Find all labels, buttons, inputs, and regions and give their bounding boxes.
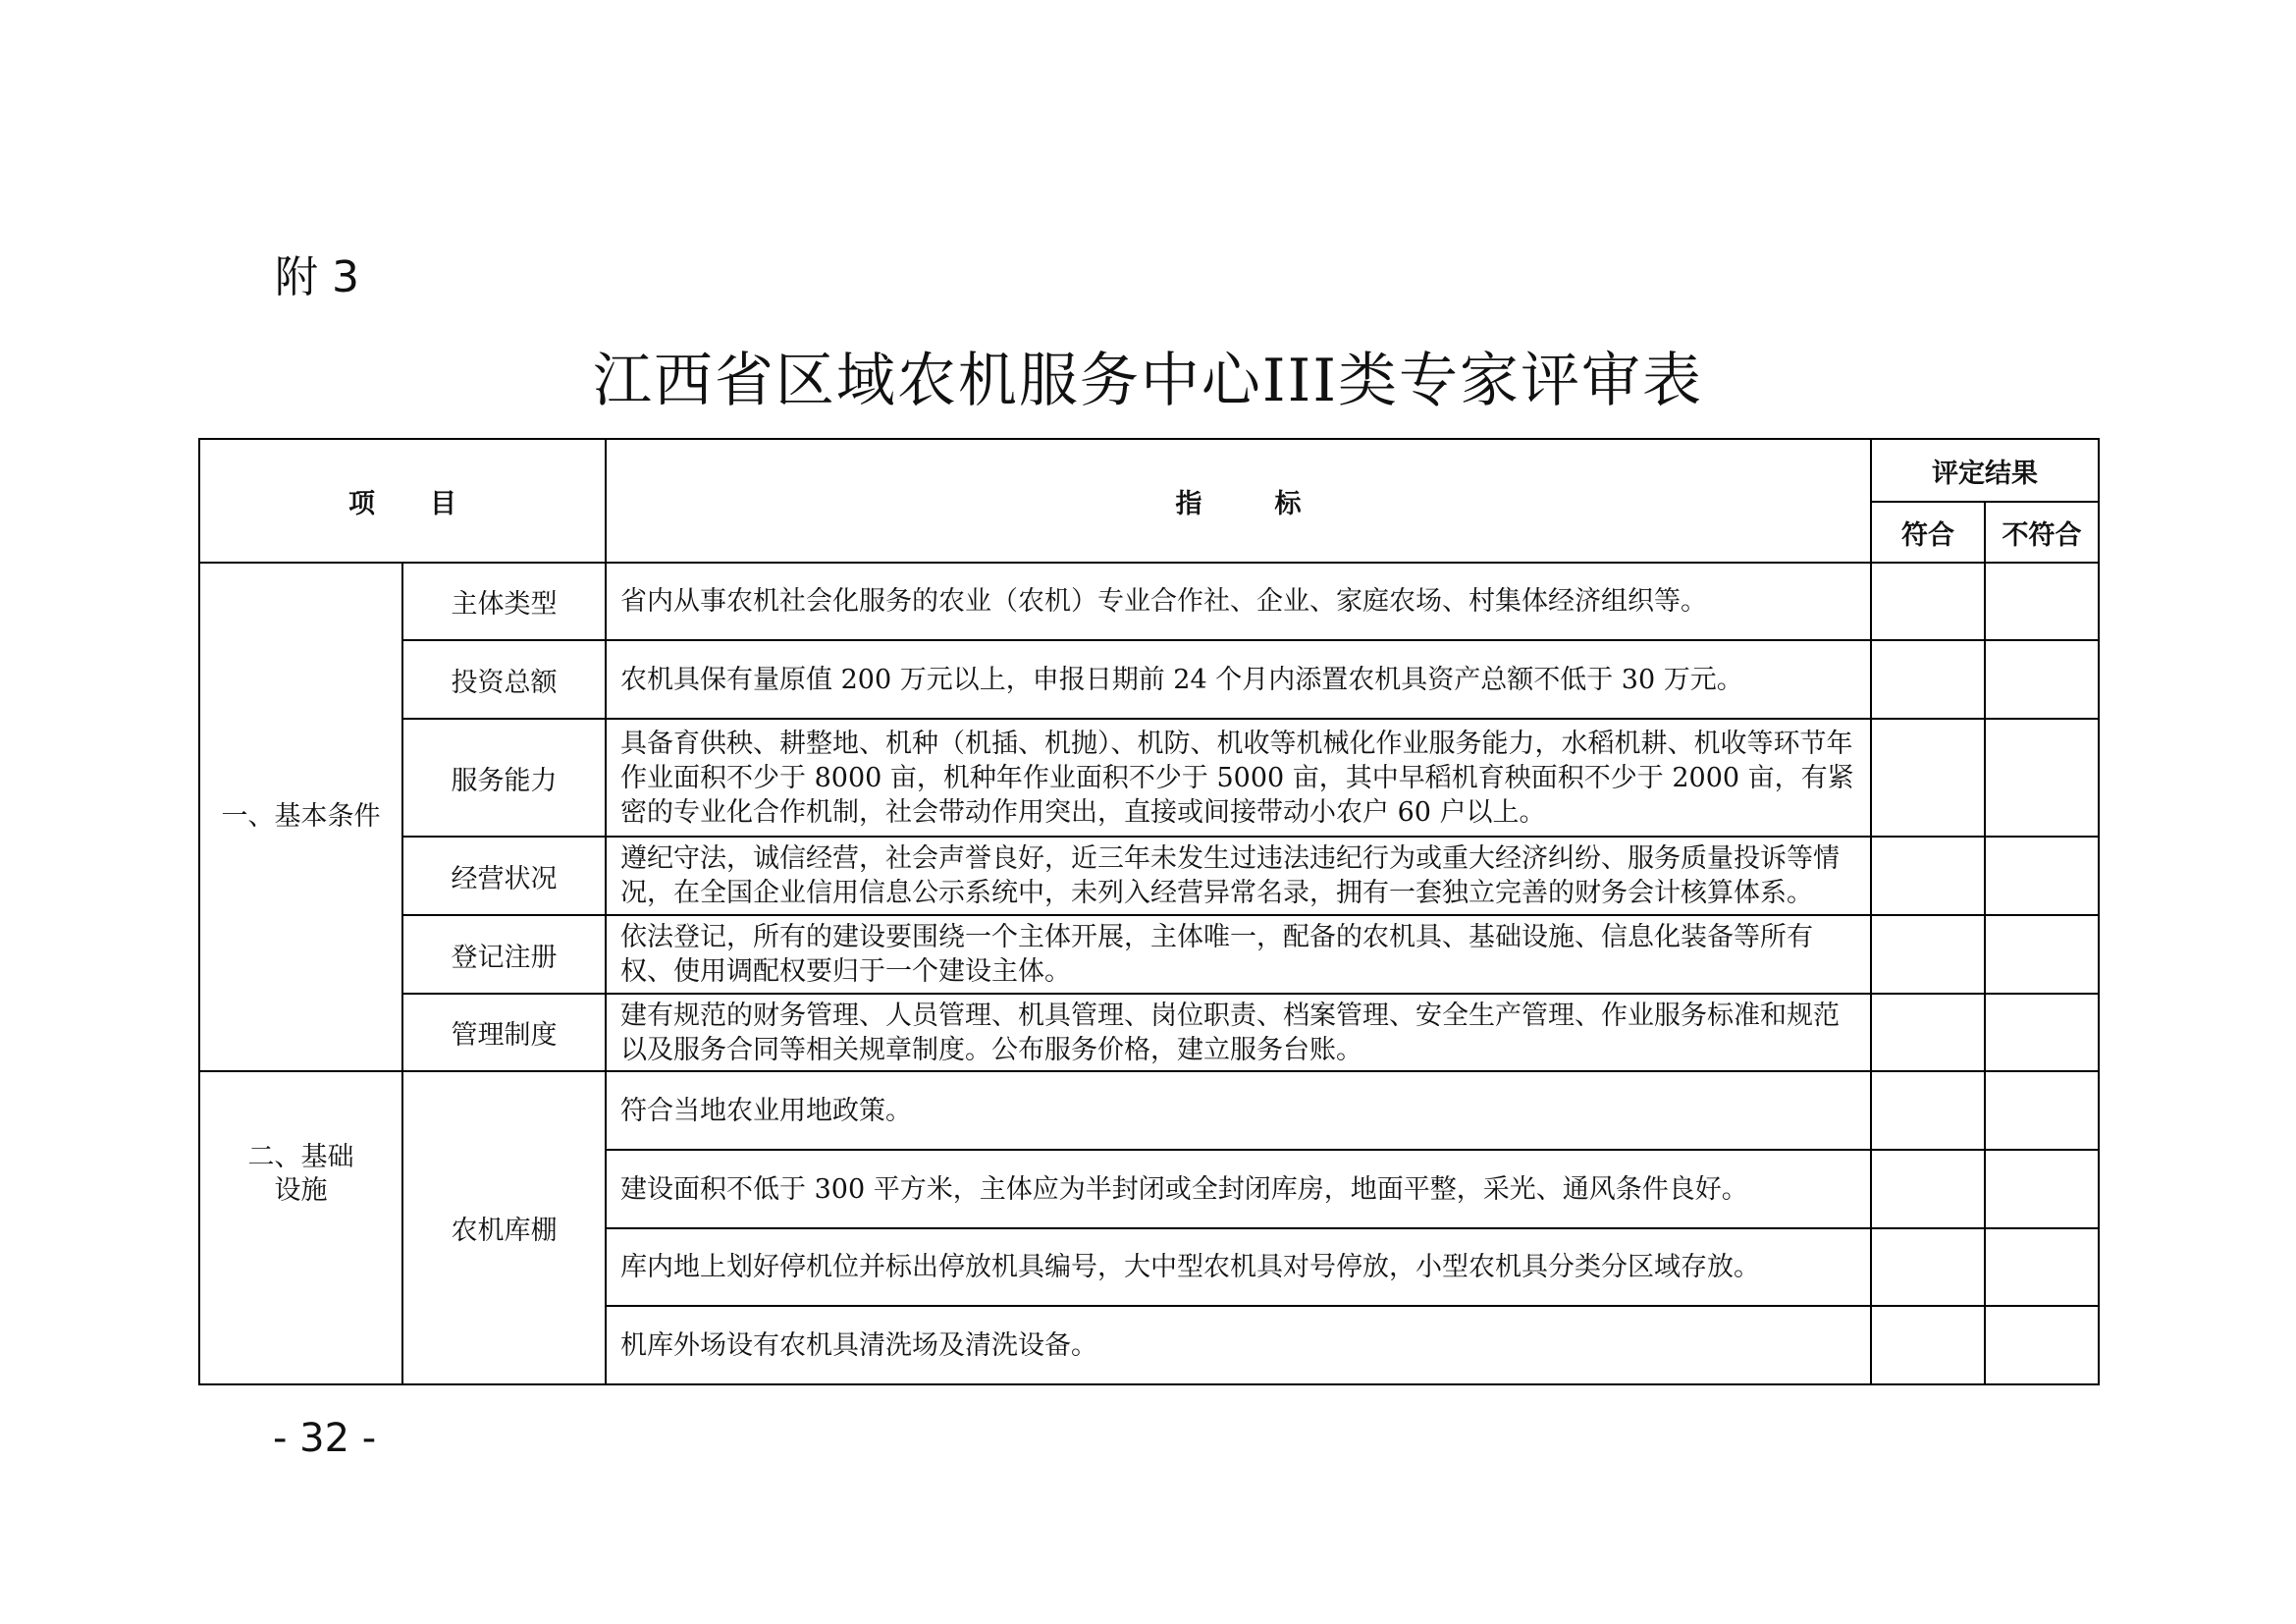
subcategory-cell: 服务能力 [402,719,606,837]
annex-label: 附 3 [275,252,359,302]
category-cell: 一、基本条件 [199,563,402,1071]
nonconform-cell[interactable] [1985,837,2099,915]
header-item [199,439,606,563]
header-conform: 符合 [1871,502,1985,563]
indicator-cell: 农机具保有量原值 200 万元以上，申报日期前 24 个月内添置农机具资产总额不低于 30 万元。 [606,640,1871,719]
indicator-cell: 遵纪守法，诚信经营，社会声誉良好，近三年未发生过违法违纪行为或重大经济纠纷、服务质量投诉等情况，在全国企业信用信息公示系统中，未列入经营异常名录，拥有一套独立完善的财务会计核算体系。 [606,837,1871,915]
conform-cell[interactable] [1871,640,1985,719]
indicator-cell: 符合当地农业用地政策。 [606,1071,1871,1150]
nonconform-cell[interactable] [1985,563,2099,640]
conform-cell[interactable] [1871,1306,1985,1384]
table-row [199,719,2099,837]
header-indicator [606,439,1871,563]
conform-cell[interactable] [1871,719,1985,837]
nonconform-cell[interactable] [1985,1306,2099,1384]
indicator-cell: 建设面积不低于 300 平方米，主体应为半封闭或全封闭库房，地面平整，采光、通风条件良好。 [606,1150,1871,1228]
nonconform-cell[interactable] [1985,1150,2099,1228]
page-number: - 32 - [273,1416,377,1461]
nonconform-cell[interactable] [1985,719,2099,837]
conform-cell[interactable] [1871,994,1985,1071]
nonconform-cell[interactable] [1985,915,2099,994]
table-row [199,563,2099,640]
indicator-cell: 依法登记，所有的建设要围绕一个主体开展，主体唯一，配备的农机具、基础设施、信息化装备等所有权、使用调配权要归于一个建设主体。 [606,915,1871,994]
conform-cell[interactable] [1871,1150,1985,1228]
conform-cell[interactable] [1871,837,1985,915]
nonconform-cell[interactable] [1985,994,2099,1071]
table-row [199,640,2099,719]
header-nonconform: 不符合 [1985,502,2099,563]
header-item-label: 项目 [348,488,511,519]
conform-cell[interactable] [1871,563,1985,640]
subcategory-cell: 经营状况 [402,837,606,915]
table-row [199,837,2099,915]
table-row [199,1071,2099,1150]
conform-cell[interactable] [1871,1071,1985,1150]
header-result: 评定结果 [1871,439,2099,502]
subcategory-cell: 管理制度 [402,994,606,1071]
header-indicator-label: 指标 [1175,488,1374,519]
subcategory-cell: 农机库棚 [402,1071,606,1384]
table-row [199,994,2099,1071]
category-cell [199,1071,402,1384]
subcategory-cell: 主体类型 [402,563,606,640]
table-row [199,915,2099,994]
subcategory-cell: 投资总额 [402,640,606,719]
indicator-cell: 省内从事农机社会化服务的农业（农机）专业合作社、企业、家庭农场、村集体经济组织等。 [606,563,1871,640]
nonconform-cell[interactable] [1985,1071,2099,1150]
indicator-cell: 具备育供秧、耕整地、机种（机插、机抛）、机防、机收等机械化作业服务能力，水稻机耕、机收等环节年作业面积不少于 8000 亩，机种年作业面积不少于 5000 亩，其中早稻机育秧面积不少于 2000 亩，有紧密的专业化合作机制，社会带动作用突出，直接或间接带动小农户 60 户以上。 [606,719,1871,837]
subcategory-cell: 登记注册 [402,915,606,994]
indicator-cell: 建有规范的财务管理、人员管理、机具管理、岗位职责、档案管理、安全生产管理、作业服务标准和规范以及服务合同等相关规章制度。公布服务价格，建立服务台账。 [606,994,1871,1071]
document-title: 江西省区域农机服务中心III类专家评审表 [592,347,1704,415]
category-label: 二、基础设施 [247,1142,354,1206]
review-table [198,438,2100,1385]
nonconform-cell[interactable] [1985,1228,2099,1306]
conform-cell[interactable] [1871,1228,1985,1306]
indicator-cell: 机库外场设有农机具清洗场及清洗设备。 [606,1306,1871,1384]
nonconform-cell[interactable] [1985,640,2099,719]
conform-cell[interactable] [1871,915,1985,994]
indicator-cell: 库内地上划好停机位并标出停放机具编号，大中型农机具对号停放，小型农机具分类分区域存放。 [606,1228,1871,1306]
